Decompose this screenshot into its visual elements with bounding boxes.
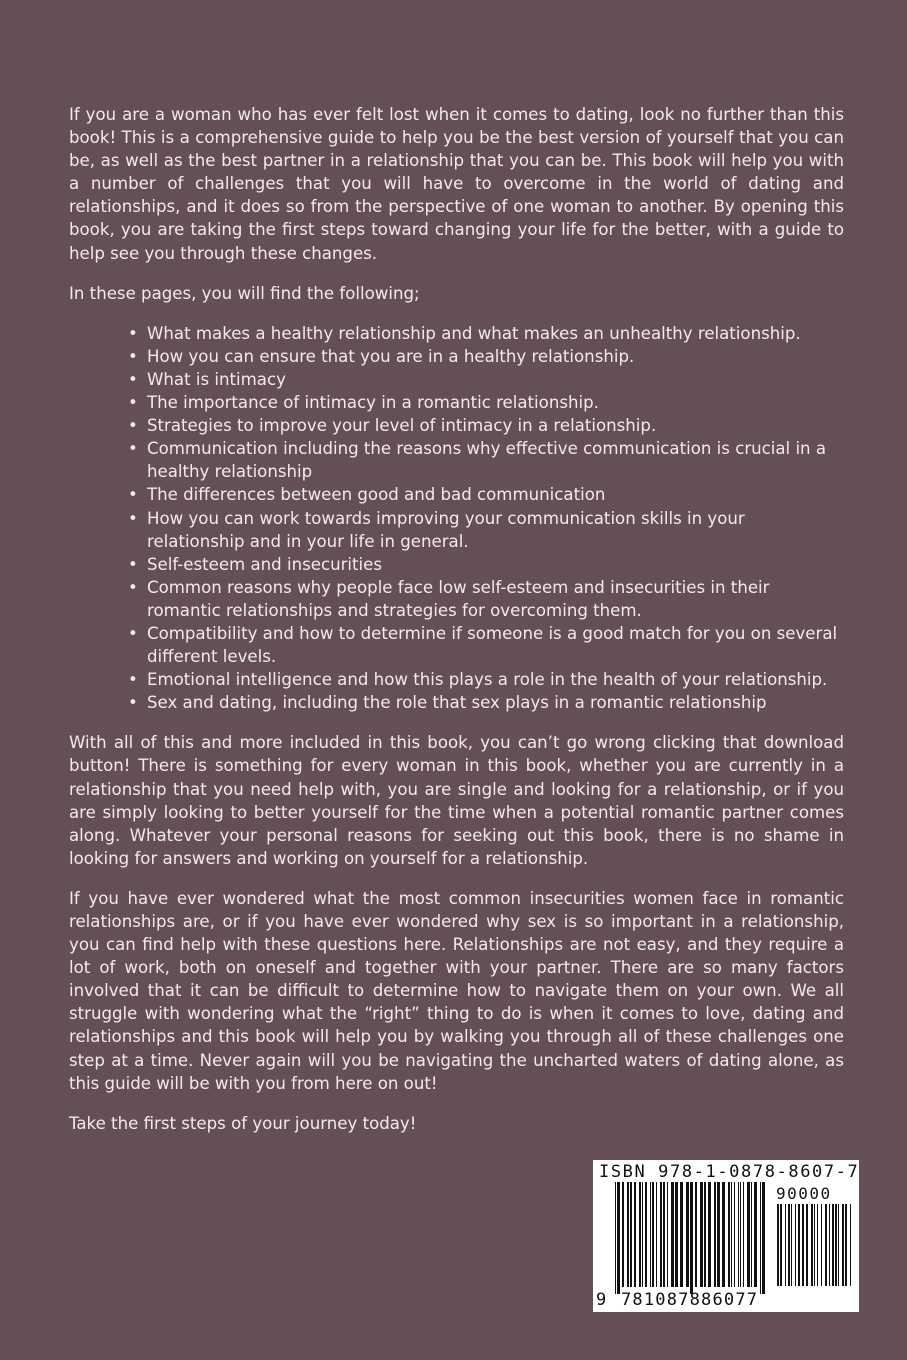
barcode-bar xyxy=(639,1182,641,1287)
barcode-bar xyxy=(690,1182,693,1294)
barcode-bar xyxy=(780,1204,782,1286)
barcode-bar xyxy=(642,1182,643,1287)
isbn-label: ISBN 978-1-0878-8607-7 xyxy=(599,1162,860,1182)
list-intro: In these pages, you will find the following; xyxy=(69,283,420,303)
barcode-bar xyxy=(675,1182,678,1287)
barcode-bar xyxy=(788,1204,790,1286)
barcode-bar xyxy=(747,1182,750,1287)
download-paragraph: With all of this and more included in this book, you can’t go wrong clicking that download button! There is something for every woman in this book, whether you are currently in a relationship that you need help with, you are single and looking for a relationship, or if you are simply looking to better yourself for the time when a potential romantic partner comes along. Whatever your personal reasons for seeking out this book, there is no shame in looking for answers and working on yourself for a relationship. xyxy=(69,733,844,868)
barcode-bar xyxy=(652,1182,654,1287)
list-item: • How you can ensure that you are in a healthy relationship. xyxy=(128,345,844,368)
barcode-bar xyxy=(660,1182,662,1287)
barcode-bar xyxy=(814,1204,815,1286)
barcode-bar xyxy=(615,1182,616,1294)
barcode-bar xyxy=(634,1182,636,1287)
list-item: • What is intimacy xyxy=(128,368,844,391)
barcode-bar xyxy=(785,1204,786,1286)
barcode-bar xyxy=(734,1182,735,1287)
list-item: • The differences between good and bad communication xyxy=(128,483,844,506)
barcode-bar xyxy=(817,1204,818,1286)
barcode-bar xyxy=(656,1182,657,1287)
barcode-bar xyxy=(791,1204,792,1286)
barcode-bar xyxy=(802,1204,804,1286)
list-item: • Self-esteem and insecurities xyxy=(128,553,844,576)
price-code: 90000 xyxy=(776,1184,832,1203)
back-cover-text xyxy=(69,103,844,1152)
barcode-bar xyxy=(630,1182,632,1287)
barcode-bar xyxy=(728,1182,730,1287)
barcode-bar xyxy=(617,1182,620,1294)
insecurities-paragraph: If you have ever wondered what the most common insecurities women face in romantic relationships are, or if you have ever wondered why sex is so important in a relationship, you can find help with these questions here. Relationships are not easy, and they require a lot of work, both on oneself and together with your partner. There are so many factors involved that it can be difficult to determine how to navigate them on your own. We all struggle with wondering what the “right” thing to do is when it comes to love, dating and relationships and this book will help you by walking you through all of these challenges one step at a time. Never again will you be navigating the uncharted waters of dating alone, as this guide will be with you from here on out! xyxy=(69,888,844,1093)
barcode-bar xyxy=(686,1182,689,1287)
barcode-bar xyxy=(680,1182,683,1287)
barcode-bar xyxy=(743,1182,744,1287)
barcode-bar xyxy=(740,1182,741,1287)
barcode-bar xyxy=(835,1204,837,1286)
barcode-bar xyxy=(671,1182,674,1287)
list-item: • Strategies to improve your level of intimacy in a relationship. xyxy=(128,414,844,437)
barcode-bar xyxy=(667,1182,668,1287)
barcode-bar xyxy=(806,1204,808,1286)
barcode-bar xyxy=(722,1182,725,1287)
barcode-bar xyxy=(717,1182,720,1287)
barcode-bar xyxy=(622,1182,624,1287)
barcode-bar xyxy=(645,1182,647,1287)
barcode-bar xyxy=(795,1204,796,1286)
barcode-bar xyxy=(695,1182,697,1287)
barcode-bar xyxy=(754,1182,757,1287)
barcode-bar xyxy=(811,1204,813,1286)
closing-line: Take the first steps of your journey today! xyxy=(69,1113,417,1133)
barcode-bar xyxy=(829,1204,830,1286)
barcode-bar xyxy=(627,1182,629,1287)
barcode-bar xyxy=(663,1182,665,1287)
barcode-bar xyxy=(700,1182,703,1287)
list-item: • What makes a healthy relationship and what makes an unhealthy relationship. xyxy=(128,322,844,345)
barcode-bar xyxy=(650,1182,651,1287)
barcode-bar xyxy=(845,1204,847,1286)
list-item: • Compatibility and how to determine if someone is a good match for you on several different levels. xyxy=(128,622,844,668)
list-item: • Common reasons why people face low self-esteem and insecurities in their romantic relationships and strategies for overcoming them. xyxy=(128,576,844,622)
barcode-bar xyxy=(751,1182,752,1287)
ean-digits: 781087886077 xyxy=(621,1290,759,1310)
ean-lead-digit: 9 xyxy=(596,1290,607,1310)
barcode-bar xyxy=(762,1182,765,1294)
barcode-bar xyxy=(832,1204,834,1286)
barcode-bar xyxy=(821,1204,822,1286)
barcode-bar xyxy=(708,1182,711,1287)
barcode-bar xyxy=(704,1182,706,1287)
list-item: • Emotional intelligence and how this plays a role in the health of your relationship. xyxy=(128,668,844,691)
barcode-bar xyxy=(760,1182,761,1294)
list-item: • How you can work towards improving your communication skills in your relationship and in your life in general. xyxy=(128,507,844,553)
list-item: • The importance of intimacy in a romantic relationship. xyxy=(128,391,844,414)
list-item: • Communication including the reasons why effective communication is crucial in a healthy relationship xyxy=(128,437,844,483)
barcode-bar xyxy=(738,1182,739,1287)
barcode-bar xyxy=(842,1204,844,1286)
list-item: • Sex and dating, including the role that sex plays in a romantic relationship xyxy=(128,691,844,714)
barcode-bar xyxy=(825,1204,827,1286)
feature-list xyxy=(69,322,844,715)
barcode-bar xyxy=(850,1204,851,1286)
barcode-bar xyxy=(838,1204,839,1286)
intro-paragraph: If you are a woman who has ever felt lost when it comes to dating, look no further than this book! This is a comprehensive guide to help you be the best version of yourself that you can be, as well as the best partner in a relationship that you can be. This book will help you with a number of challenges that you will have to overcome in the world of dating and relationships, and it does so from the perspective of one woman to another. By opening this book, you are taking the first steps toward changing your life for the better, with a guide to help see you through these changes. xyxy=(69,105,844,263)
barcode-bar xyxy=(777,1204,779,1286)
barcode-bar xyxy=(731,1182,732,1287)
barcode-bar xyxy=(798,1204,800,1286)
barcode-bar xyxy=(714,1182,716,1287)
isbn-barcode xyxy=(593,1160,859,1312)
